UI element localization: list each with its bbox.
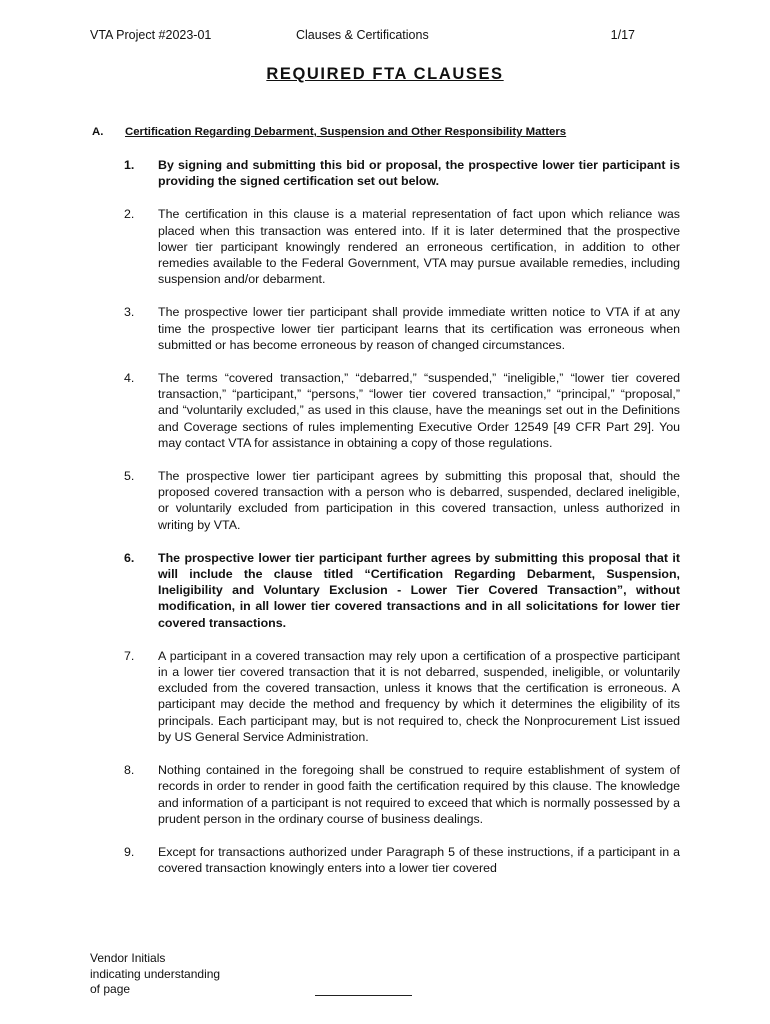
- document-title: REQUIRED FTA CLAUSES: [266, 65, 504, 83]
- page-number: 1/17: [610, 28, 635, 42]
- clause-text: The prospective lower tier participant further agrees by submitting this proposal that it will include the clause titled “Certification Regarding Debarment, Suspension, Ineligibility and Voluntary Exclusion - Lower Tier Covered Transaction”, without modification, in all lower tier covered transactions and in all solicitations for lower tier covered transactions.: [158, 550, 680, 630]
- clause-item-5: [124, 468, 680, 533]
- clause-item-6: [124, 550, 680, 631]
- clause-item-2: [124, 206, 680, 287]
- clause-number: 6.: [124, 550, 135, 565]
- clause-number: 3.: [124, 305, 135, 320]
- clause-number: 5.: [124, 469, 135, 484]
- clause-item-7: [124, 648, 680, 745]
- clause-item-8: [124, 762, 680, 827]
- clause-text: Except for transactions authorized under Paragraph 5 of these instructions, if a participant in a covered transaction knowingly enters into a lower tier covered: [158, 844, 680, 876]
- section-letter: A.: [92, 126, 104, 138]
- clause-list: [124, 157, 680, 893]
- header-section-title: Clauses & Certifications: [296, 28, 429, 42]
- clause-number: 4.: [124, 371, 135, 386]
- clause-text: The prospective lower tier participant shall provide immediate written notice to VTA if at any time the prospective lower tier participant learns that its certification was erroneous when submitted or has become erroneous by reason of changed circumstances.: [158, 305, 680, 352]
- footer-line-1: Vendor Initials: [90, 951, 166, 965]
- clause-number: 8.: [124, 763, 135, 778]
- clause-text: The certification in this clause is a material representation of fact upon which reliance was placed when this transaction was entered into. If it is later determined that the prospective lower tier participant knowingly rendered an erroneous certification, in addition to other remedies available to the Federal Government, VTA may pursue available remedies, including suspension and/or debarment.: [158, 207, 680, 287]
- vendor-initials-note: [90, 951, 250, 998]
- clause-item-1: [124, 157, 680, 189]
- footer-line-2: indicating understanding: [90, 966, 221, 981]
- vendor-initials-line: [315, 995, 412, 996]
- clause-text: Nothing contained in the foregoing shall be construed to require establishment of system of records in order to render in good faith the certification required by this clause. The knowledge and information of a participant is not required to exceed that which is normally possessed by a prudent person in the ordinary course of business dealings.: [158, 763, 680, 826]
- clause-item-4: [124, 370, 680, 451]
- clause-text: By signing and submitting this bid or proposal, the prospective lower tier participant is providing the signed certification set out below.: [158, 158, 680, 189]
- section-heading: Certification Regarding Debarment, Suspension and Other Responsibility Matters: [125, 126, 567, 138]
- footer-line-3: of page: [90, 982, 131, 996]
- clause-number: 7.: [124, 648, 135, 663]
- clause-text: The terms “covered transaction,” “debarred,” “suspended,” “ineligible,” “lower tier covered transaction,” “participant,” “persons,” “lower tier covered transaction,” “principal,” “proposal,” and “voluntarily excluded,” as used in this clause, have the meanings set out in the Definitions and Coverage sections of rules implementing Executive Order 12549 [49 CFR Part 29]. You may contact VTA for assistance in obtaining a copy of those regulations.: [158, 371, 680, 450]
- clause-item-3: [124, 304, 680, 353]
- page-header: [90, 28, 635, 46]
- clause-number: 2.: [124, 207, 135, 222]
- clause-number: 1.: [124, 158, 135, 172]
- project-number: VTA Project #2023-01: [90, 28, 212, 42]
- clause-text: A participant in a covered transaction may rely upon a certification of a prospective participant in a lower tier covered transaction that it is not debarred, suspended, ineligible, or voluntarily excluded from the covered transaction, unless it knows that the certification is erroneous. A participant may decide the method and frequency by which it determines the eligibility of its principals. Each participant may, but is not required to, check the Nonprocurement List issued by US General Service Administration.: [158, 648, 680, 744]
- clause-text: The prospective lower tier participant agrees by submitting this proposal that, should the proposed covered transaction with a person who is debarred, suspended, declared ineligible, or voluntarily excluded from participation in this covered transaction, unless authorized in writing by VTA.: [158, 469, 680, 532]
- clause-item-9: [124, 844, 680, 876]
- clause-number: 9.: [124, 844, 135, 859]
